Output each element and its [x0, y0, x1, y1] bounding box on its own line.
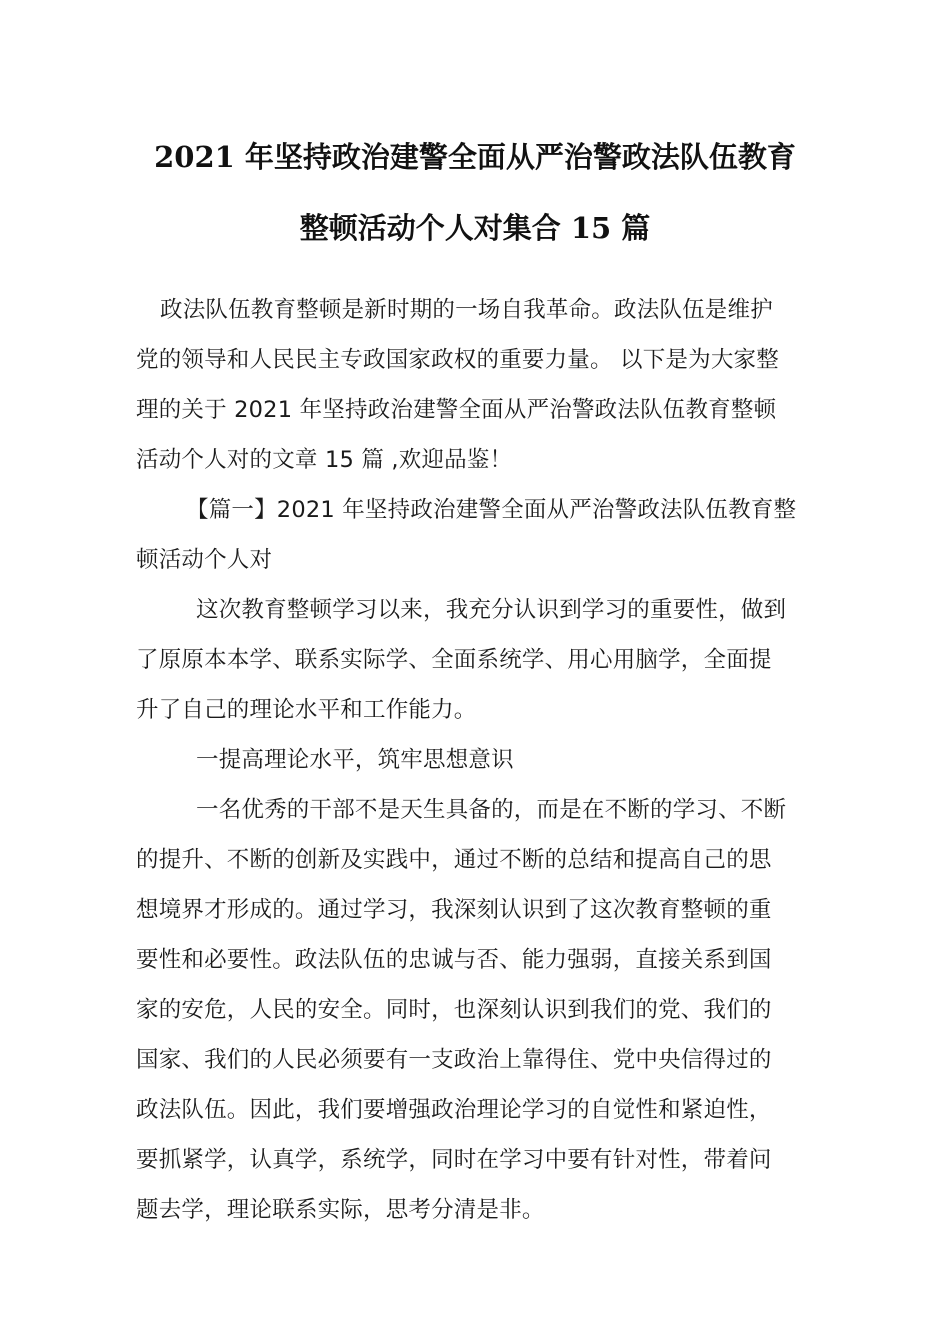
paragraph-line: 政法队伍。因此，我们要增强政治理论学习的自觉性和紧迫性，	[136, 1097, 772, 1123]
intro-line-1: 政法队伍教育整顿是新时期的一场自我革命。政法队伍是维护	[160, 297, 773, 323]
paragraph-line: 这次教育整顿学习以来，我充分认识到学习的重要性，做到	[196, 597, 787, 623]
intro-line-2: 党的领导和人民民主专政国家政权的重要力量。 以下是为大家整	[136, 347, 779, 373]
paragraph-line: 题去学，理论联系实际，思考分清是非。	[136, 1197, 545, 1223]
intro-line-3: 理的关于 2021 年坚持政治建警全面从严治警政法队伍教育整顿	[136, 397, 777, 423]
document-title-line-2: 整顿活动个人对集合 15 篇	[299, 211, 651, 245]
section-heading-line-2: 顿活动个人对	[136, 547, 273, 573]
section-heading-line-1: 【篇一】2021 年坚持政治建警全面从严治警政法队伍教育整	[186, 497, 797, 523]
subheading-line: 一提高理论水平，筑牢思想意识	[196, 747, 514, 773]
paragraph-line: 升了自己的理论水平和工作能力。	[136, 697, 477, 723]
intro-line-4: 活动个人对的文章 15 篇 ,欢迎品鉴！	[136, 447, 513, 473]
paragraph-line: 要抓紧学，认真学，系统学，同时在学习中要有针对性，带着问	[136, 1147, 772, 1173]
paragraph-line: 一名优秀的干部不是天生具备的，而是在不断的学习、不断	[196, 797, 787, 823]
paragraph-line: 的提升、不断的创新及实践中，通过不断的总结和提高自己的思	[136, 847, 772, 873]
paragraph-line: 了原原本本学、联系实际学、全面系统学、用心用脑学，全面提	[136, 647, 772, 673]
paragraph-line: 想境界才形成的。通过学习，我深刻认识到了这次教育整顿的重	[136, 897, 772, 923]
document-title-line-1: 2021 年坚持政治建警全面从严治警政法队伍教育	[154, 140, 796, 174]
paragraph-line: 国家、我们的人民必须要有一支政治上靠得住、党中央信得过的	[136, 1047, 772, 1073]
paragraph-line: 家的安危，人民的安全。同时，也深刻认识到我们的党、我们的	[136, 997, 772, 1023]
paragraph-line: 要性和必要性。政法队伍的忠诚与否、能力强弱，直接关系到国	[136, 947, 772, 973]
